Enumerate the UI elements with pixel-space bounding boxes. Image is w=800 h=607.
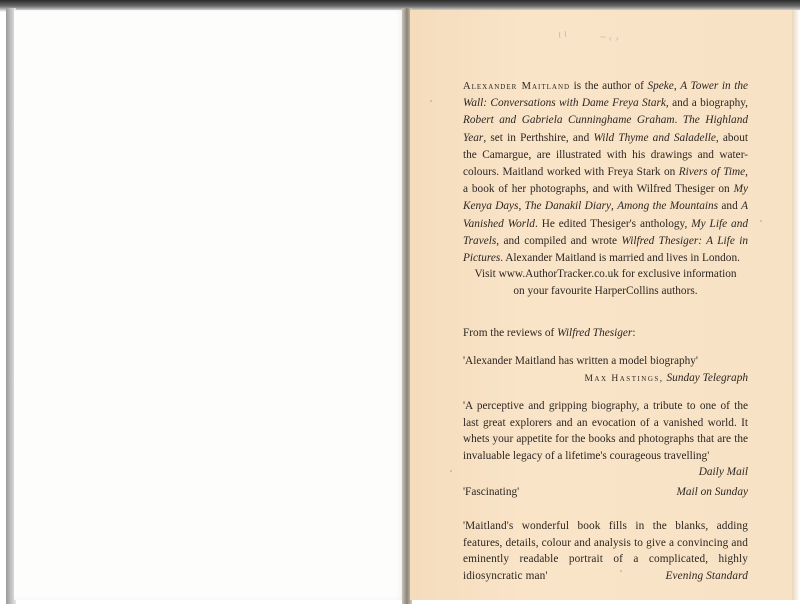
bio-text-run: , — [611, 200, 618, 213]
pencil-mark: ~ ‹ › — [599, 31, 620, 45]
bio-book-title: Speke — [647, 80, 674, 92]
bio-book-title: Wild Thyme and Saladelle — [593, 131, 716, 144]
bio-book-title: My Kenya Days — [463, 183, 748, 213]
bio-book-title: Among the Mountains — [617, 200, 719, 213]
bio-book-title: Wilfred Thesiger: A Life in Pictures — [463, 234, 749, 265]
review-quote — [463, 353, 748, 387]
review-reviewer: Max Hastings, — [584, 373, 664, 384]
bio-text-run: , — [518, 200, 525, 213]
bio-text-run: , about the Camargue, are illustrated with his drawings and water-colours. Maitland worked with Freya Stark on — [463, 131, 748, 179]
bio-text-run: , and a biography, — [665, 97, 748, 110]
bio-book-title: A Tower in the Wall: Conversations with Dame Freya Stark — [463, 80, 748, 110]
reviews-heading-prefix: From the reviews of — [463, 327, 558, 339]
bio-text-run: , set in Perthshire, and — [483, 131, 594, 144]
bio-text-run: and — [718, 200, 742, 213]
review-source: Evening Standard — [665, 569, 748, 582]
review-text: 'Alexander Maitland has written a model biography' — [463, 355, 698, 367]
bio-book-title: Rivers of Time — [678, 166, 746, 179]
paper-speck — [760, 220, 762, 222]
review-text: 'A perceptive and gripping biography, a tribute to one of the last great explorers and an evocation of a vanished world. It whets your appetite for the books and photographs that are the invaluable legacy of a lifetime's courageous travelling' — [463, 400, 748, 462]
review-text: 'Fascinating' — [463, 486, 520, 498]
author-tracker-line-1: Visit www.AuthorTracker.co.uk for exclusive information — [474, 268, 737, 280]
review-source: Mail on Sunday — [676, 486, 748, 498]
bio-book-title: A Vanished World — [463, 200, 748, 230]
reviews-heading — [463, 327, 748, 339]
bio-text-run: , — [673, 80, 681, 92]
bio-text-run: is the author of — [573, 80, 648, 92]
paper-speck — [450, 470, 452, 472]
bio-book-title: Robert and Gabriela Cunninghame Graham — [463, 114, 675, 127]
left-page-blank — [14, 10, 406, 600]
review-source: Daily Mail — [698, 466, 748, 478]
review-quote — [463, 484, 748, 501]
bio-text-run: , a book of her photographs, and with Wilfred Thesiger on — [463, 166, 748, 196]
bio-text-run: , and compiled and wrote — [496, 234, 622, 247]
review-quote — [463, 398, 748, 481]
pencil-mark: ı ı — [557, 27, 568, 41]
review-attribution — [463, 370, 748, 388]
reviews-heading-suffix: : — [632, 327, 636, 339]
bio-book-title: The Highland Year — [463, 114, 748, 144]
author-tracker-notice — [463, 266, 748, 300]
review-quote — [463, 518, 748, 584]
author-bio — [463, 78, 748, 267]
review-text: 'Maitland's wonderful book fills in the blanks, adding features, details, colour and analysis to give a convincing and eminently readable portrait of a complicated, highly idiosyncratic man' — [463, 520, 748, 582]
bio-text-run: . — [674, 114, 683, 127]
author-name: Alexander Maitland — [463, 81, 571, 92]
review-source: Sunday Telegraph — [666, 371, 748, 384]
bio-book-title: My Life and Travels — [463, 217, 749, 247]
bio-book-title: The Danakil Diary — [524, 200, 612, 213]
reviews-heading-title: Wilfred Thesiger — [557, 327, 633, 339]
author-bio-text — [463, 80, 748, 264]
right-page — [410, 10, 794, 600]
review-attribution — [463, 464, 748, 481]
paper-speck — [430, 100, 432, 102]
bio-text-run: . He edited Thesiger's anthology, — [534, 217, 692, 230]
author-tracker-line-2: on your favourite HarperCollins authors. — [513, 285, 698, 297]
bio-text-run: . Alexander Maitland is married and lives in London. — [500, 252, 740, 265]
right-page-edge — [792, 10, 800, 600]
